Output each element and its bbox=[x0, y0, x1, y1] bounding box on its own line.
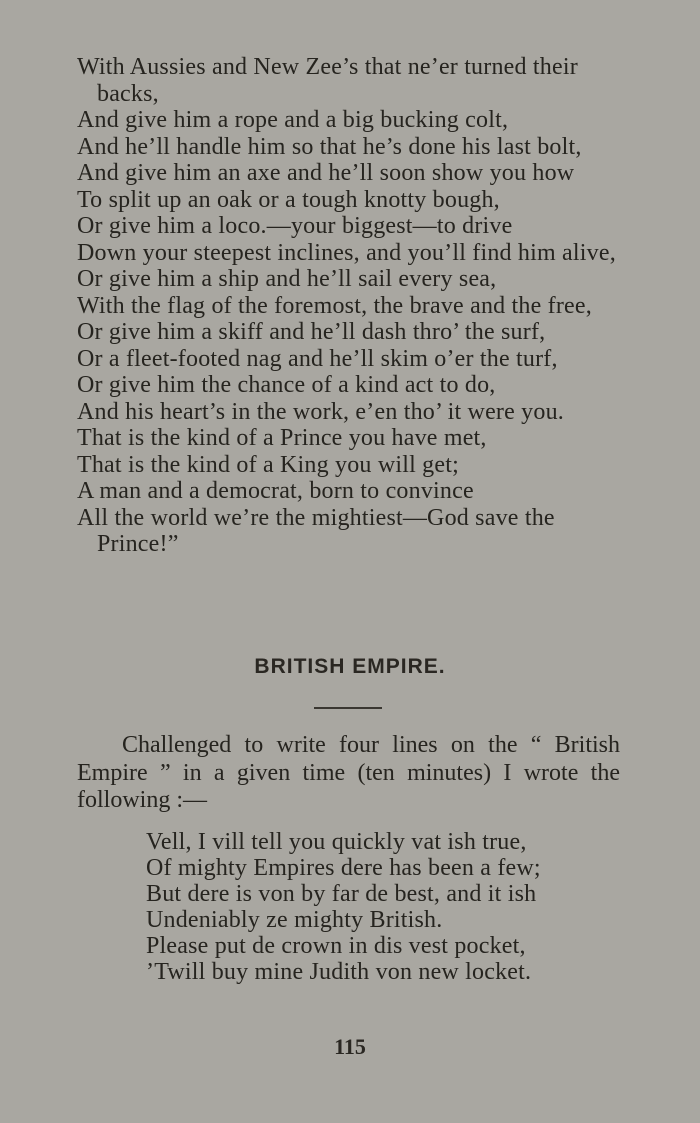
poem-line: That is the kind of a King you will get; bbox=[77, 451, 459, 478]
poem-line: Prince!” bbox=[97, 531, 179, 557]
poem-line: Or a fleet-footed nag and he’ll skim o’er the turf, bbox=[77, 345, 558, 372]
poem-line: backs, bbox=[97, 80, 159, 107]
poem-line: And he’ll handle him so that he’s done his last bolt, bbox=[77, 133, 582, 160]
poem-line: ’Twill buy mine Judith von new locket. bbox=[146, 959, 532, 985]
poem-line: All the world we’re the mightiest—God save the bbox=[77, 504, 555, 531]
poem-british-empire bbox=[146, 829, 626, 985]
poem-line: With Aussies and New Zee’s that ne’er turned their bbox=[77, 54, 578, 80]
poem-line: And give him a rope and a big bucking colt, bbox=[77, 107, 509, 133]
poem-line: And his heart’s in the work, e’en tho’ it were you. bbox=[77, 398, 564, 425]
intro-text: Challenged to write four lines on the “ British Empire ” in a given time (ten minutes) I wrote the following :— bbox=[77, 732, 620, 813]
poem-line: And give him an axe and he’ll soon show you how bbox=[77, 160, 575, 186]
poem-line: A man and a democrat, born to convince bbox=[77, 478, 474, 504]
section-heading: BRITISH EMPIRE. bbox=[254, 655, 446, 678]
poem-line: Or give him a ship and he’ll sail every sea, bbox=[77, 266, 497, 292]
poem-line: Please put de crown in dis vest pocket, bbox=[146, 933, 526, 959]
heading-divider bbox=[314, 707, 382, 709]
poem-line: That is the kind of a Prince you have met, bbox=[77, 425, 487, 451]
poem-line: Down your steepest inclines, and you’ll find him alive, bbox=[77, 239, 616, 266]
poem-line: Or give him a skiff and he’ll dash thro’ the surf, bbox=[77, 319, 546, 345]
poem-line: To split up an oak or a tough knotty bough, bbox=[77, 186, 500, 213]
poem-line: Of mighty Empires dere has been a few; bbox=[146, 855, 541, 881]
poem-line: Vell, I vill tell you quickly vat ish true, bbox=[146, 829, 527, 855]
poem-continuation bbox=[77, 54, 637, 558]
poem-line: Or give him a loco.—your biggest—to drive bbox=[77, 213, 513, 239]
poem-line: But dere is von by far de best, and it ish bbox=[146, 881, 537, 907]
poem-line: Undeniably ze mighty British. bbox=[146, 907, 443, 933]
page-number: 115 bbox=[334, 1034, 366, 1059]
intro-paragraph bbox=[77, 732, 620, 815]
poem-line: With the flag of the foremost, the brave and the free, bbox=[77, 292, 592, 319]
poem-line: Or give him the chance of a kind act to do, bbox=[77, 372, 496, 398]
